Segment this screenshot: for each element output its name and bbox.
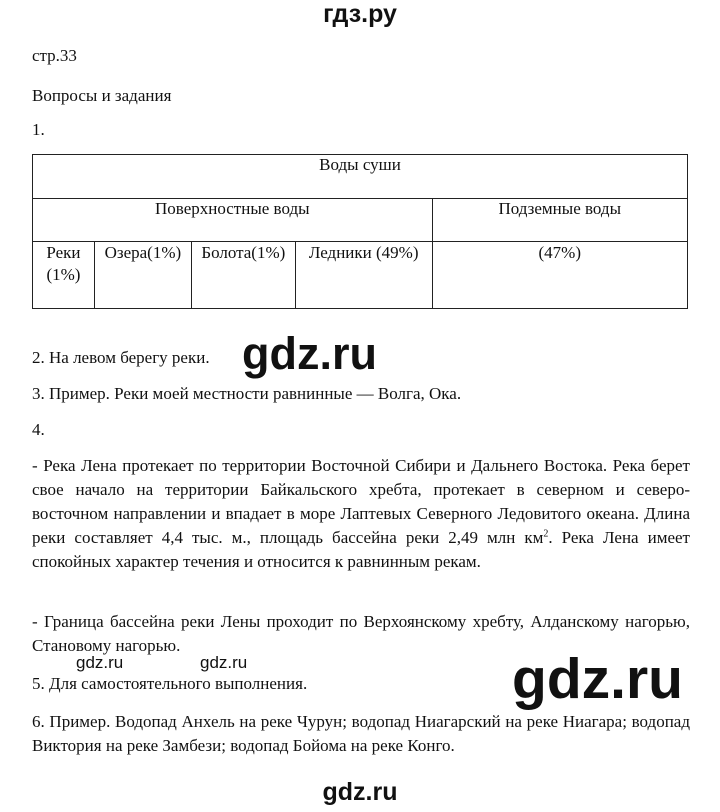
rivers-cell xyxy=(33,242,95,309)
watermark-small-2: gdz.ru xyxy=(200,653,248,672)
land-waters-table xyxy=(32,154,688,309)
answer-2: 2. На левом берегу реки. xyxy=(32,348,210,367)
answer-4-paragraph-1-tail: . Река Лена имеет спокойных характер течения и относится к равнинным рекам. xyxy=(32,528,690,571)
watermark-small-1: gdz.ru xyxy=(76,653,124,672)
swamps-cell: Болота(1%) xyxy=(191,242,295,309)
rivers-label: Реки xyxy=(46,243,81,262)
answer-3: 3. Пример. Реки моей местности равнинные — Волга, Ока. xyxy=(32,384,462,403)
surface-waters-header: Поверхностные воды xyxy=(33,199,433,242)
page-reference: стр.33 xyxy=(32,46,77,65)
lakes-cell: Озера(1%) xyxy=(94,242,191,309)
watermark-mid: gdz.ru xyxy=(242,328,377,379)
table-row xyxy=(33,155,688,199)
ground-waters-header: Подземные воды xyxy=(432,199,687,242)
watermark-big: gdz.ru xyxy=(512,647,683,711)
table-row xyxy=(33,242,688,309)
answer-6: 6. Пример. Водопад Анхель на реке Чурун; водопад Ниагарский на реке Ниагара; водопад Виктория на реке Замбези; водопад Бойома на реке Конго. xyxy=(32,712,690,755)
answer-4-paragraph-1-main: - Река Лена протекает по территории Восточной Сибири и Дальнего Востока. Река берет свое начало на территории Байкальского хребта, протекает в северном и северо-восточном направлении и впадает в море Лаптевых Северного Ледовитого океана. Длина реки составляет 4,4 тыс. м., площадь бассейна реки 2,49 млн км xyxy=(32,456,690,547)
question-1-number: 1. xyxy=(32,120,45,139)
answer-4-paragraph-1 xyxy=(32,454,690,574)
section-title: Вопросы и задания xyxy=(32,86,172,105)
answer-5: 5. Для самостоятельного выполнения. xyxy=(32,674,308,693)
answer-4-paragraph-2: - Граница бассейна реки Лены проходит по Верхоянскому хребту, Алданскому нагорью, Становому нагорью. xyxy=(32,612,690,655)
table-row xyxy=(33,199,688,242)
watermark-header: гдз.ру xyxy=(323,0,397,28)
watermark-footer: gdz.ru xyxy=(322,778,398,806)
ground-waters-cell: (47%) xyxy=(432,242,687,309)
table-title-cell: Воды суши xyxy=(33,155,688,199)
answer-4-number: 4. xyxy=(32,420,45,439)
glaciers-cell: Ледники (49%) xyxy=(295,242,432,309)
superscript-2: 2 xyxy=(543,528,549,540)
rivers-percent: (1%) xyxy=(46,265,81,284)
